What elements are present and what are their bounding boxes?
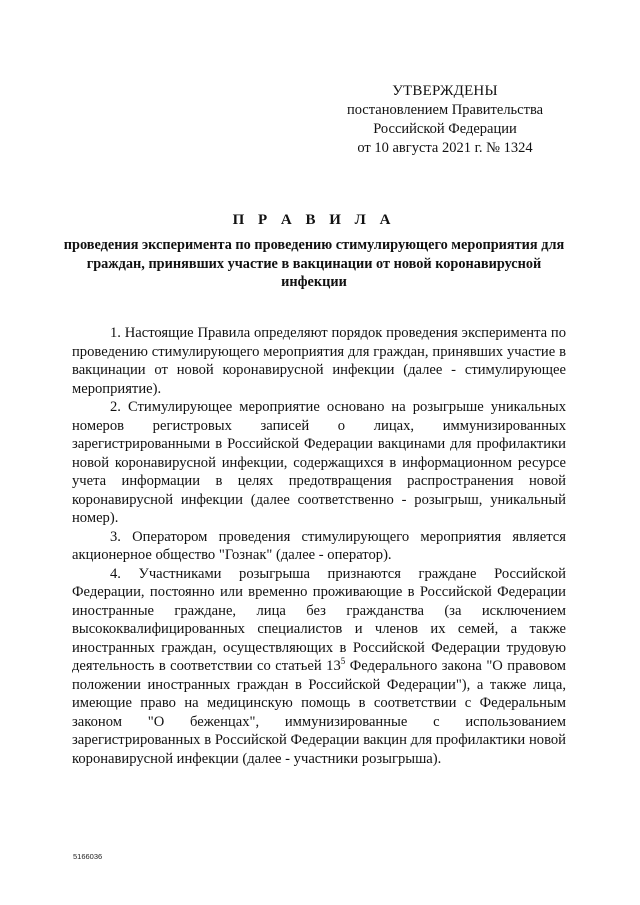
article-superscript: 5: [340, 656, 346, 666]
paragraph-4-part-1: 4. Участниками розыгрыша признаются граждане Российской Федерации, постоянно или временно проживающие в Российской Федерации иностранные граждане, лица без гражданства (за исключением высококвалифицированных специалистов и членов их семей, а также иностранных граждан, осуществляющих в Российской Федерации трудовую деятельность в соответствии со статьей 13: [72, 565, 566, 674]
document-code: 5166036: [73, 852, 103, 861]
document-subtitle: проведения эксперимента по проведению стимулирующего мероприятия для граждан, принявших участие в вакцинации от новой коронавирусной инфекции: [63, 237, 565, 290]
paragraph-4-part-2: Федерального закона "О правовом положении иностранных граждан в Российской Федерации"), а также лица, имеющие право на медицинскую помощь в соответствии с Федеральным законом "О беженцах", иммунизированные с использованием зарегистрированных в Российской Федерации вакцин для профилактики новой коронавирусной инфекции (далее - участники розыгрыша).: [72, 658, 566, 767]
approval-line-date: от 10 августа 2021 г. № 1324: [357, 140, 533, 156]
approval-heading: УТВЕРЖДЕНЫ: [392, 83, 498, 99]
approval-line-federation: Российской Федерации: [373, 121, 517, 137]
paragraph-1: 1. Настоящие Правила определяют порядок проведения эксперимента по проведению стимулирующего мероприятия для граждан, принявших участие в вакцинации от новой коронавирусной инфекции (далее - стимулирующее мероприятие).: [72, 325, 566, 397]
document-title: П Р А В И Л А: [232, 212, 396, 228]
paragraph-2: 2. Стимулирующее мероприятие основано на розыгрыше уникальных номеров регистровых записей о лицах, иммунизированных зарегистрированными в Российской Федерации вакцинами для профилактики новой коронавирусной инфекции, содержащихся в информационном ресурсе учета информации в целях предотвращения распространения новой коронавирусной инфекции (далее соответственно - розыгрыш, уникальный номер).: [72, 399, 566, 526]
paragraph-3: 3. Оператором проведения стимулирующего мероприятия является акционерное общество "Гознак" (далее - оператор).: [72, 528, 566, 563]
document-body: [72, 324, 566, 768]
approval-line-resolution: постановлением Правительства: [346, 102, 544, 118]
paragraph-4: [72, 565, 566, 769]
approval-block: [322, 82, 568, 158]
